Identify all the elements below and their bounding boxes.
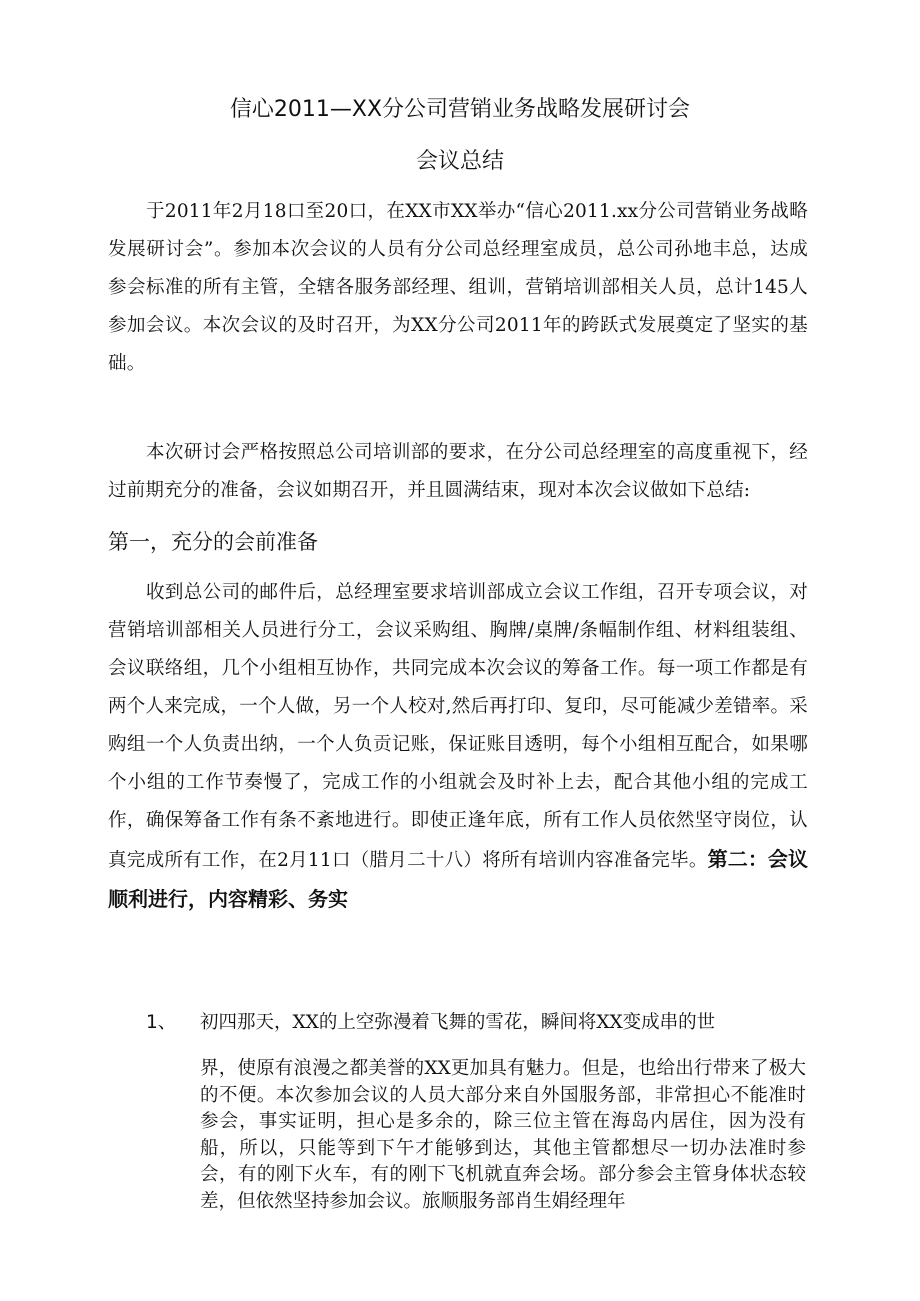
section-heading-meeting: 第二：会议顺利进行，内容精彩、务实: [108, 847, 808, 911]
document-subtitle: 会议总结: [415, 149, 504, 174]
section-heading-preparation: 第一，充分的会前准备: [108, 530, 318, 554]
paragraph-intro: 于2011年2月18口至20口，在XX市XX举办“信心2011.xx分公司营销业务战略发展研讨会”。参加本次会议的人员有分公司总经理室成员，总公司孙地丰总，达成参会标准的所有主管，全辖各服务部经理、组训，营销培训部相关人员，总计145人参加会议。本次会议的及时召开，为XX分公司2011年的跨跃式发展奠定了坚实的基础。: [108, 201, 808, 374]
paragraph-preparation-text: 收到总公司的邮件后，总经理室要求培训部成立会议工作组，召开专项会议，对营销培训部相关人员进行分工，会议采购组、胸牌/桌牌/条幅制作组、材料组装组、会议联络组，几个小组相互协作，共同完成本次会议的筹备工作。每一项工作都是有两个人来完成，一个人做，另一个人校对,然后再打印、复印，尽可能减少差错率。采购组一个人负责出纳，一个人负贡记账，保证账目透明，每个小组相互配合，如果哪个小组的工作节奏慢了，完成工作的小组就会及时补上去，配合其他小组的完成工作，确保筹备工作有条不紊地进行。即使正逢年底，所有工作人员依然坚守岗位，认真完成所有工作，在2月11口（腊月二十八）将所有培训内容准备完毕。: [108, 582, 808, 871]
list-number: 1、: [146, 1012, 177, 1033]
paragraph-preparation: [108, 574, 808, 920]
list-body-text: 界，使原有浪漫之都美誉的XX更加具有魅力。但是，也给出行带来了极大的不便。本次参加会议的人员大部分来自外国服务部，非常担心不能准时参会，事实证明，担心是多余的，除三位主管在海岛内居住，因为没有船，所以，只能等到下午才能够到达，其他主管都想尽一切办法准时参会，有的刚下火车，有的刚下飞机就直奔会场。部分参会主管身体状态较差，但依然坚持参加会议。旅顺服务部肖生娟经理年: [200, 1058, 806, 1212]
list-first-line: 初四那天，XX的上空弥漫着飞舞的雪花，瞬间将XX变成串的世: [200, 1012, 716, 1033]
paragraph-summary-intro: 本次研讨会严格按照总公司培训部的要求，在分公司总经理室的高度重视下，经过前期充分的准备，会议如期召开，并且圆满结束，现对本次会议做如下总结:: [108, 442, 808, 501]
document-title: 信心2011—XX分公司营销业务战略发展研讨会: [229, 97, 691, 122]
